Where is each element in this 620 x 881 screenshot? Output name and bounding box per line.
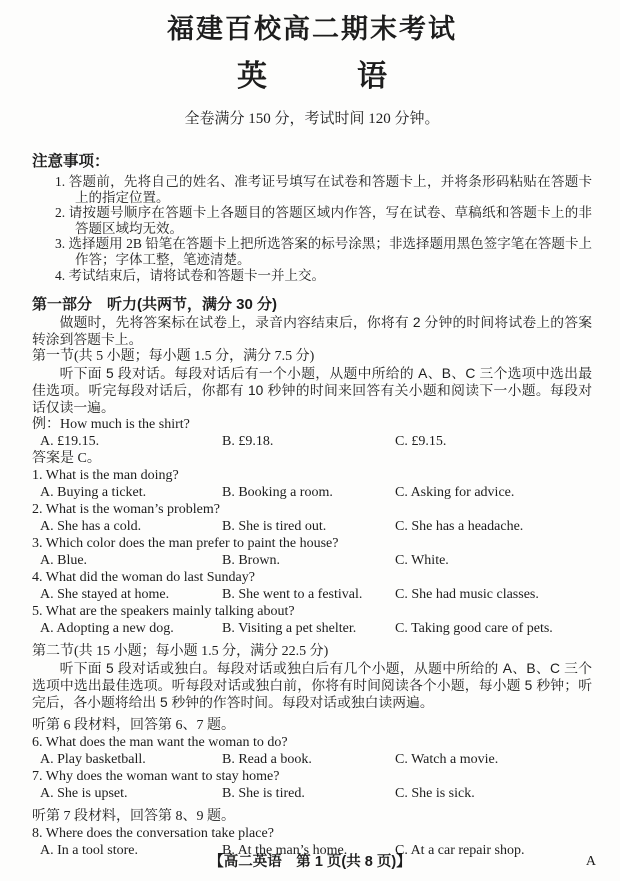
question-2-options <box>32 518 592 535</box>
question-5-option-b: B. Visiting a pet shelter. <box>222 621 357 637</box>
question-8-option-b: B. At the man’s home. <box>222 843 348 859</box>
section2-heading: 第二节(共 15 小题；每小题 1.5 分，满分 22.5 分) <box>32 644 329 660</box>
question-3-options <box>32 552 592 569</box>
question-5-option-a: A. Adopting a new dog. <box>40 621 174 637</box>
question-5-option-c: C. Taking good care of pets. <box>395 621 553 637</box>
example-answer: 答案是 C。 <box>32 451 101 467</box>
footer-version-letter: A <box>585 854 596 869</box>
question-3-option-a: A. Blue. <box>40 553 88 569</box>
question-3-option-b: B. Brown. <box>222 553 280 569</box>
example-option-c: C. £9.15. <box>395 434 447 450</box>
question-6-option-b: B. Read a book. <box>222 752 312 768</box>
footer-page-label: 【高二英语 第 1 页(共 8 页)】 <box>209 854 411 870</box>
question-1-option-b: B. Booking a room. <box>222 485 333 501</box>
notice-list <box>32 174 592 283</box>
question-2-text: 2. What is the woman’s problem? <box>32 502 220 518</box>
question-8-option-c: C. At a car repair shop. <box>395 843 525 859</box>
question-4-option-c: C. She had music classes. <box>395 587 539 603</box>
question-7-option-a: A. She is upset. <box>40 786 128 802</box>
page-footer <box>0 852 620 872</box>
question-5-options <box>32 620 592 637</box>
question-2-option-b: B. She is tired out. <box>222 519 327 535</box>
question-6-option-a: A. Play basketball. <box>40 752 146 768</box>
question-8-option-a: A. In a tool store. <box>40 843 138 859</box>
question-2-option-c: C. She has a headache. <box>395 519 524 535</box>
question-1-option-c: C. Asking for advice. <box>395 485 515 501</box>
part1-intro: 做题时，先将答案标在试卷上，录音内容结束后，你将有 2 分钟的时间将试卷上的答案转涂到答题卡上。 <box>32 315 592 348</box>
question-1-options <box>32 484 592 501</box>
question-1-text: 1. What is the man doing? <box>32 468 179 484</box>
notice-item-2: 2. 请按题号顺序在答题卡上各题目的答题区域内作答，写在试卷、草稿纸和答题卡上的非答题区域均无效。 <box>55 205 592 236</box>
part1-heading: 第一部分 听力(共两节，满分 30 分) <box>32 296 278 314</box>
notice-item-4: 4. 考试结束后，请将试卷和答题卡一并上交。 <box>55 267 325 283</box>
section1-intro: 听下面 5 段对话。每段对话后有一个小题，从题中所给的 A、B、C 三个选项中选出最佳选项。听完每段对话后，你都有 10 秒钟的时间来回答有关小题和阅读下一小题。每段对话仅读一遍。 <box>32 366 592 416</box>
section1-heading: 第一节(共 5 小题；每小题 1.5 分，满分 7.5 分) <box>32 349 315 365</box>
material-6-line: 听第 6 段材料，回答第 6、7 题。 <box>32 718 235 734</box>
question-4-options <box>32 586 592 603</box>
question-6-option-c: C. Watch a movie. <box>395 752 499 768</box>
question-3-option-c: C. White. <box>395 553 449 569</box>
section2-intro: 听下面 5 段对话或独白。每段对话或独白后有几个小题，从题中所给的 A、B、C 三个选项中选出最佳选项。听每段对话或独白前，你将有时间阅读各个小题，每小题 5 秒钟；听完后，各小题将给出 5 秒钟的作答时间。每段对话或独白读两遍。 <box>32 661 592 711</box>
example-options <box>32 433 592 450</box>
question-7-option-b: B. She is tired. <box>222 786 305 802</box>
example-option-a: A. £19.15. <box>40 434 100 450</box>
question-6-text: 6. What does the man want the woman to do? <box>32 735 288 751</box>
question-5-text: 5. What are the speakers mainly talking about? <box>32 604 295 620</box>
question-6-options <box>32 751 592 768</box>
exam-info: 全卷满分 150 分，考试时间 120 分钟。 <box>184 111 440 127</box>
question-4-text: 4. What did the woman do last Sunday? <box>32 570 255 586</box>
question-4-option-b: B. She went to a festival. <box>222 587 363 603</box>
page-title: 福建百校高二期末考试 <box>167 14 457 44</box>
example-prompt: 例：How much is the shirt? <box>32 417 190 433</box>
question-1-option-a: A. Buying a ticket. <box>40 485 147 501</box>
question-4-option-a: A. She stayed at home. <box>40 587 170 603</box>
subject-title: 英 语 <box>237 60 387 93</box>
question-7-options <box>32 785 592 802</box>
notice-item-3: 3. 选择题用 2B 铅笔在答题卡上把所选答案的标号涂黑；非选择题用黑色签字笔在答题卡上作答；字体工整，笔迹清楚。 <box>55 236 592 267</box>
question-7-option-c: C. She is sick. <box>395 786 475 802</box>
question-2-option-a: A. She has a cold. <box>40 519 142 535</box>
notice-item-1: 1. 答题前，先将自己的姓名、准考证号填写在试卷和答题卡上，并将条形码粘贴在答题卡上的指定位置。 <box>55 174 592 205</box>
question-3-text: 3. Which color does the man prefer to paint the house? <box>32 536 339 552</box>
material-7-line: 听第 7 段材料，回答第 8、9 题。 <box>32 809 235 825</box>
question-7-text: 7. Why does the woman want to stay home? <box>32 769 280 785</box>
example-option-b: B. £9.18. <box>222 434 274 450</box>
notice-title: 注意事项： <box>32 153 110 170</box>
question-8-text: 8. Where does the conversation take place? <box>32 826 274 842</box>
